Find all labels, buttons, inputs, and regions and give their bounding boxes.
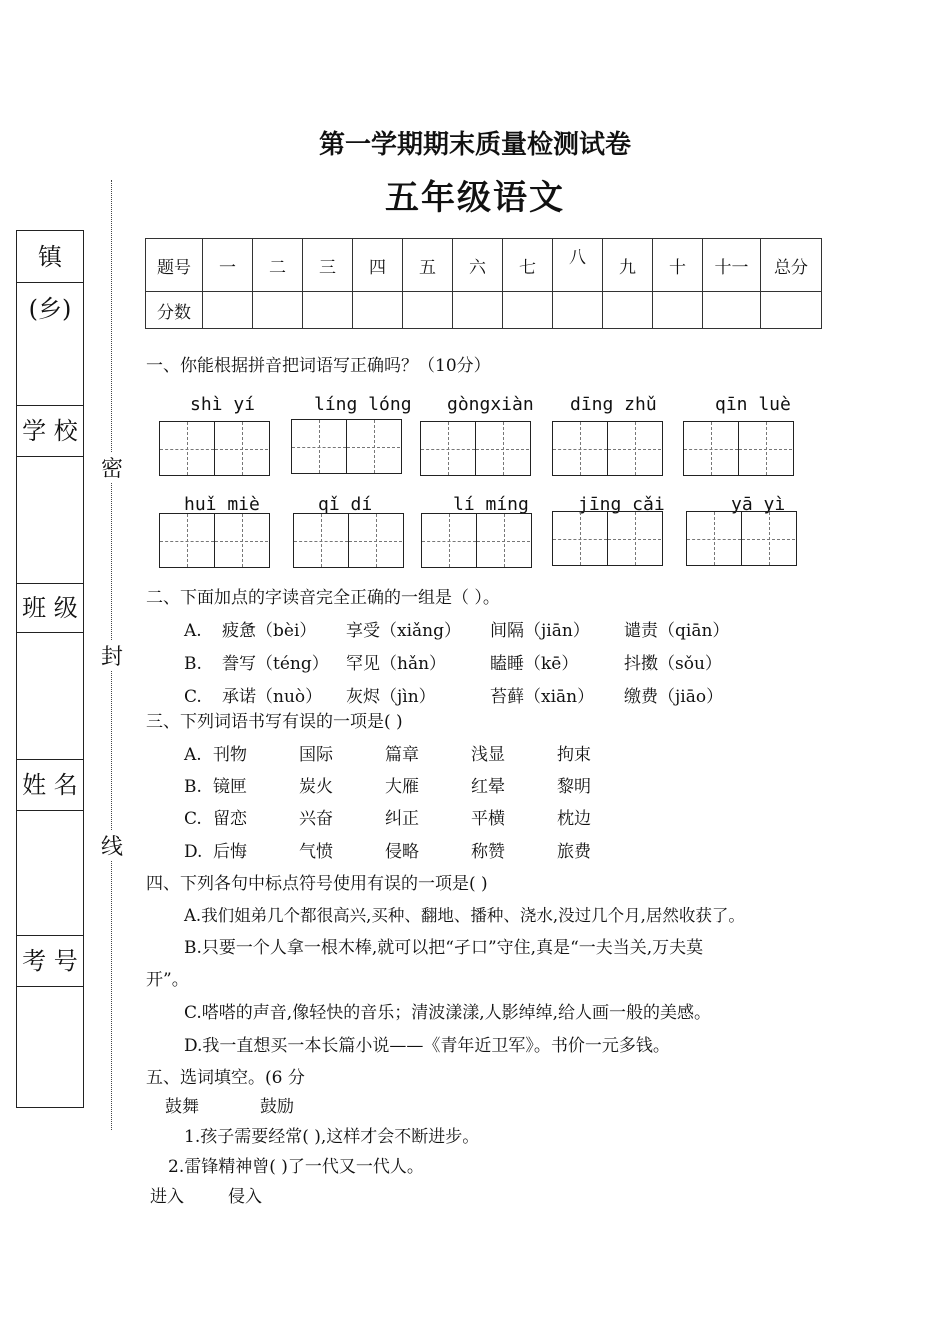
score-header-label: 题号 — [146, 239, 203, 292]
school-label: 学 校 — [17, 405, 83, 457]
writing-grid[interactable] — [552, 421, 663, 476]
option-item: 篇章 — [385, 745, 419, 765]
option-item: 黎明 — [557, 777, 591, 797]
option-item: 国际 — [299, 745, 333, 765]
option-item: 刊物 — [213, 745, 247, 765]
option-item: 纠正 — [385, 809, 419, 829]
section4-title: 四、下列各句中标点符号使用有误的一项是( ) — [146, 874, 488, 894]
seal-char-feng: 封 — [100, 640, 124, 671]
score-cell[interactable] — [653, 292, 703, 329]
option-item: 疲惫（bèi） — [222, 621, 317, 641]
section5-title: 五、选词填空。(6 分 — [146, 1068, 305, 1088]
score-table — [145, 238, 822, 329]
word-choice: 鼓励 — [260, 1097, 294, 1117]
option-item: 气愤 — [299, 842, 333, 862]
option-label: A. — [184, 745, 202, 765]
pinyin: lí míng — [453, 494, 529, 515]
score-cell[interactable] — [761, 292, 822, 329]
option-item: 缴费（jiāo） — [624, 687, 724, 707]
section4-option-a: A.我们姐弟几个都很高兴,买种、翻地、播种、浇水,没过几个月,居然收获了。 — [184, 906, 745, 925]
town-label: 镇(乡) — [17, 231, 83, 283]
word-choice: 鼓舞 — [165, 1097, 199, 1117]
exam-title: 第一学期期末质量检测试卷 — [318, 130, 631, 160]
score-cell[interactable] — [403, 292, 453, 329]
score-col: 九 — [603, 239, 653, 292]
option-item: 苔藓（xiān） — [490, 687, 595, 707]
writing-grid[interactable] — [686, 511, 797, 566]
option-item: 拘束 — [557, 745, 591, 765]
fill-sentence-2: 2.雷锋精神曾( )了一代又一代人。 — [168, 1157, 424, 1177]
option-item: 享受（xiǎng） — [346, 621, 461, 641]
option-item: 枕边 — [557, 809, 591, 829]
writing-grid[interactable] — [420, 421, 531, 476]
score-cell[interactable] — [203, 292, 253, 329]
score-col: 八 — [553, 239, 603, 292]
score-cell[interactable] — [553, 292, 603, 329]
score-cell[interactable] — [453, 292, 503, 329]
option-item: 大雁 — [385, 777, 419, 797]
section1-title: 一、你能根据拼音把词语写正确吗？（10分） — [146, 356, 491, 376]
option-label: C. — [184, 809, 202, 829]
score-col-total: 总分 — [761, 239, 822, 292]
score-cell[interactable] — [303, 292, 353, 329]
class-label: 班 级 — [17, 583, 83, 633]
option-item: 红晕 — [471, 777, 505, 797]
pinyin: qīn luè — [715, 394, 791, 415]
seal-char-xian: 线 — [100, 830, 124, 861]
score-col: 五 — [403, 239, 453, 292]
section4-option-b: B.只要一个人拿一根木棒,就可以把“孑口”守住,真是“一夫当关,万夫莫 — [184, 938, 704, 958]
name-label: 姓 名 — [17, 759, 83, 811]
option-item: 称赞 — [471, 842, 505, 862]
option-item: 灰烬（jìn） — [346, 687, 436, 707]
score-cell[interactable] — [353, 292, 403, 329]
word-choice: 侵入 — [228, 1187, 262, 1207]
option-label: C. — [184, 687, 202, 707]
score-cell[interactable] — [503, 292, 553, 329]
writing-grid[interactable] — [683, 421, 794, 476]
score-col: 十一 — [703, 239, 761, 292]
option-label: B. — [184, 777, 202, 797]
option-label: D. — [184, 842, 203, 862]
option-item: 平横 — [471, 809, 505, 829]
option-item: 炭火 — [299, 777, 333, 797]
score-col: 六 — [453, 239, 503, 292]
option-item: 留恋 — [213, 809, 247, 829]
option-item: 浅显 — [471, 745, 505, 765]
pinyin: huǐ miè — [184, 494, 260, 515]
pinyin: yā yì — [731, 494, 786, 515]
writing-grid[interactable] — [159, 513, 270, 568]
option-item: 瞌睡（kē） — [490, 654, 579, 674]
score-col: 七 — [503, 239, 553, 292]
writing-grid[interactable] — [552, 511, 663, 566]
pinyin: qǐ dí — [318, 494, 373, 515]
pinyin: shì yí — [190, 394, 256, 415]
option-item: 罕见（hǎn） — [346, 654, 447, 674]
option-item: 后悔 — [213, 842, 247, 862]
score-cell[interactable] — [603, 292, 653, 329]
writing-grid[interactable] — [293, 513, 404, 568]
section4-option-d: D.我一直想买一本长篇小说——《青年近卫军》。书价一元多钱。 — [184, 1036, 670, 1056]
writing-grid[interactable] — [291, 419, 402, 474]
score-cell[interactable] — [703, 292, 761, 329]
section4-option-b-cont: 开”。 — [146, 970, 189, 990]
section2-title: 二、下面加点的字读音完全正确的一组是（ ）。 — [146, 588, 500, 608]
score-col: 十 — [653, 239, 703, 292]
word-choice: 进入 — [150, 1187, 184, 1207]
section3-title: 三、下列词语书写有误的一项是( ) — [146, 712, 403, 732]
pinyin: gòngxiàn — [447, 394, 534, 415]
option-item: 承诺（nuò） — [222, 687, 323, 707]
option-item: 兴奋 — [299, 809, 333, 829]
score-col: 一 — [203, 239, 253, 292]
pinyin: jīng cǎi — [578, 494, 665, 515]
option-item: 誊写（téng） — [222, 654, 329, 674]
option-label: A. — [184, 621, 202, 641]
option-item: 镜匣 — [213, 777, 247, 797]
score-row-label: 分数 — [146, 292, 203, 329]
student-info-column — [16, 230, 84, 1108]
exam-number-label: 考 号 — [17, 935, 83, 987]
option-item: 抖擞（sǒu） — [624, 654, 722, 674]
score-col: 三 — [303, 239, 353, 292]
option-item: 旅费 — [557, 842, 591, 862]
writing-grid[interactable] — [159, 421, 270, 476]
score-col: 四 — [353, 239, 403, 292]
fill-sentence-1: 1.孩子需要经常( ),这样才会不断进步。 — [184, 1127, 480, 1147]
option-label: B. — [184, 654, 202, 674]
seal-char-mi: 密 — [100, 452, 124, 483]
option-item: 谴责（qiān） — [624, 621, 730, 641]
writing-grid[interactable] — [421, 513, 532, 568]
option-item: 间隔（jiān） — [490, 621, 590, 641]
score-col: 二 — [253, 239, 303, 292]
exam-subtitle: 五年级语文 — [385, 178, 565, 218]
option-item: 侵略 — [385, 842, 419, 862]
score-cell[interactable] — [253, 292, 303, 329]
pinyin: dīng zhǔ — [570, 394, 657, 415]
section4-option-c: C.嗒嗒的声音,像轻快的音乐；清波漾漾,人影绰绰,给人画一般的美感。 — [184, 1003, 712, 1023]
pinyin: líng lóng — [314, 394, 412, 415]
